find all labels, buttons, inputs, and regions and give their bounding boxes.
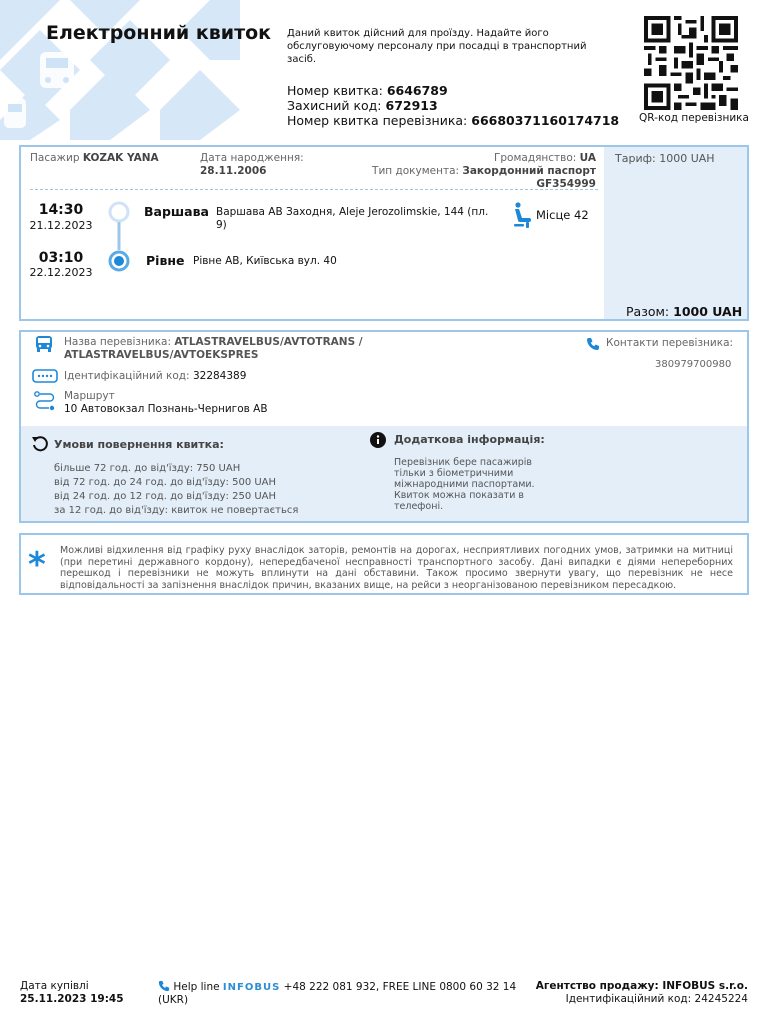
birth-label: Дата народження: xyxy=(200,152,304,164)
carrier-name-value: ATLASTRAVELBUS/AVTOTRANS / ATLASTRAVELBUS/AVTOEKSPRES xyxy=(64,336,363,361)
qr-code xyxy=(641,16,741,110)
route-value: 10 Автовокзал Познань-Чернигов АВ xyxy=(64,403,268,415)
passenger-name: KOZAK YANA xyxy=(82,152,159,164)
departure-address: Варшава АВ Заходня, Aleje Jerozolimskie, 144 (пл. 9) xyxy=(216,206,489,231)
help-line xyxy=(158,980,518,1007)
refund-rule: від 72 год. до 24 год. до від'їзду: 500 UAH xyxy=(54,477,277,488)
id-card-icon xyxy=(32,369,58,383)
arrival-time: 03:10 xyxy=(38,250,84,266)
purchase-date: 25.11.2023 19:45 xyxy=(20,993,124,1005)
carrier-id-label: Ідентифікаційний код: xyxy=(64,370,190,382)
refund-title: Умови повернення квитка: xyxy=(54,438,224,451)
agency: Агентство продажу: INFOBUS s.r.o. xyxy=(535,980,748,992)
departure-city: Варшава xyxy=(144,204,209,219)
qr-label: QR-код перевізника xyxy=(639,112,749,124)
security-code: 672913 xyxy=(385,98,438,113)
tariff: Тариф: 1000 UAH xyxy=(615,152,715,165)
departure-time: 14:30 xyxy=(38,202,84,218)
carrier-name-label: Назва перевізника: xyxy=(64,336,172,348)
notice-text: Можливі відхилення від графіку руху внаслідок заторів, ремонтів на дорогах, несприятливих погодних умов, затримки на митниці (при перетині державного кордону), непередбаченої несправності транспортного засобу. Дані випадки є діями непереборних перешкод і перевізники не можуть вплинути на дані обставини. Також просимо звернути увагу, що перевізник не несе відповідальності за запізнення внаслідок причин, вказаних вище, на рейси з неорганізованою перевізником пересадкою. xyxy=(60,545,733,591)
document-info xyxy=(340,152,596,191)
route-icon xyxy=(34,391,56,411)
doc-number: GF354999 xyxy=(536,178,596,190)
extra-info-text: Перевізник бере пасажирів тільки з біометричними міжнародними паспортами. Квиток можна показати в телефоні. xyxy=(394,457,535,512)
total-label: Разом: xyxy=(626,304,670,319)
security-code-label: Захисний код: xyxy=(287,98,382,113)
seat-icon xyxy=(512,202,534,228)
birth-date xyxy=(200,152,304,178)
arrival-date: 22.12.2023 xyxy=(29,266,93,279)
bus-icon xyxy=(35,336,53,352)
asterisk-icon: * xyxy=(28,545,46,585)
carrier-name xyxy=(64,336,394,362)
seat: Місце 42 xyxy=(536,208,589,222)
contacts-value: 380979700980 xyxy=(655,359,732,370)
phone-icon xyxy=(158,980,170,992)
header-decoration xyxy=(0,0,240,140)
ticket-number-label: Номер квитка: xyxy=(287,83,383,98)
passenger xyxy=(30,152,159,164)
carrier-ticket-label: Номер квитка перевізника: xyxy=(287,113,468,128)
refund-icon xyxy=(31,435,49,453)
carrier-id xyxy=(64,370,246,382)
total-value: 1000 UAH xyxy=(673,304,743,319)
infobus-logo: INFOBUS xyxy=(222,982,281,993)
divider xyxy=(30,189,598,190)
route-label: Маршрут xyxy=(64,390,115,402)
citizenship-label: Громадянство: xyxy=(493,152,577,164)
tariff-panel xyxy=(604,147,747,319)
page-title: Електронний квиток xyxy=(46,22,272,44)
refund-rule: більше 72 год. до від'їзду: 750 UAH xyxy=(54,463,241,474)
extra-info-title: Додаткова інформація: xyxy=(394,433,545,446)
doc-type: Закордонний паспорт xyxy=(462,165,596,177)
route-timeline-icon xyxy=(106,200,132,276)
agency-id: Ідентифікаційний код: 24245224 xyxy=(565,993,748,1005)
ticket-numbers xyxy=(287,83,619,128)
passenger-label: Пасажир xyxy=(30,152,80,164)
citizenship: UA xyxy=(579,152,596,164)
help-label: Help line xyxy=(173,981,220,993)
departure-date: 21.12.2023 xyxy=(29,219,93,232)
birth-value: 28.11.2006 xyxy=(200,165,267,177)
info-icon xyxy=(370,432,386,448)
arrival-city: Рівне xyxy=(146,253,185,268)
total xyxy=(626,304,742,319)
arrival-address: Рівне АВ, Київська вул. 40 xyxy=(193,255,337,267)
doc-type-label: Тип документа: xyxy=(372,165,460,177)
refund-rule: від 24 год. до 12 год. до від'їзду: 250 UAH xyxy=(54,491,277,502)
refund-rules xyxy=(54,462,298,518)
help-phones: +48 222 081 932, FREE LINE 0800 60 32 14 (UKR) xyxy=(158,981,517,1006)
validity-note: Даний квиток дійсний для проїзду. Надайте його обслуговуючому персоналу при посадці в транспортний засіб. xyxy=(287,28,587,65)
purchase-label: Дата купівлі xyxy=(20,980,89,992)
contacts-label: Контакти перевізника: xyxy=(606,337,734,349)
ticket-number: 6646789 xyxy=(386,83,448,98)
refund-rule: за 12 год. до від'їзду: квиток не повертається xyxy=(54,505,299,516)
carrier-ticket-number: 66680371160174718 xyxy=(471,113,620,128)
phone-icon xyxy=(586,337,600,351)
carrier-id-value: 32284389 xyxy=(192,370,247,382)
